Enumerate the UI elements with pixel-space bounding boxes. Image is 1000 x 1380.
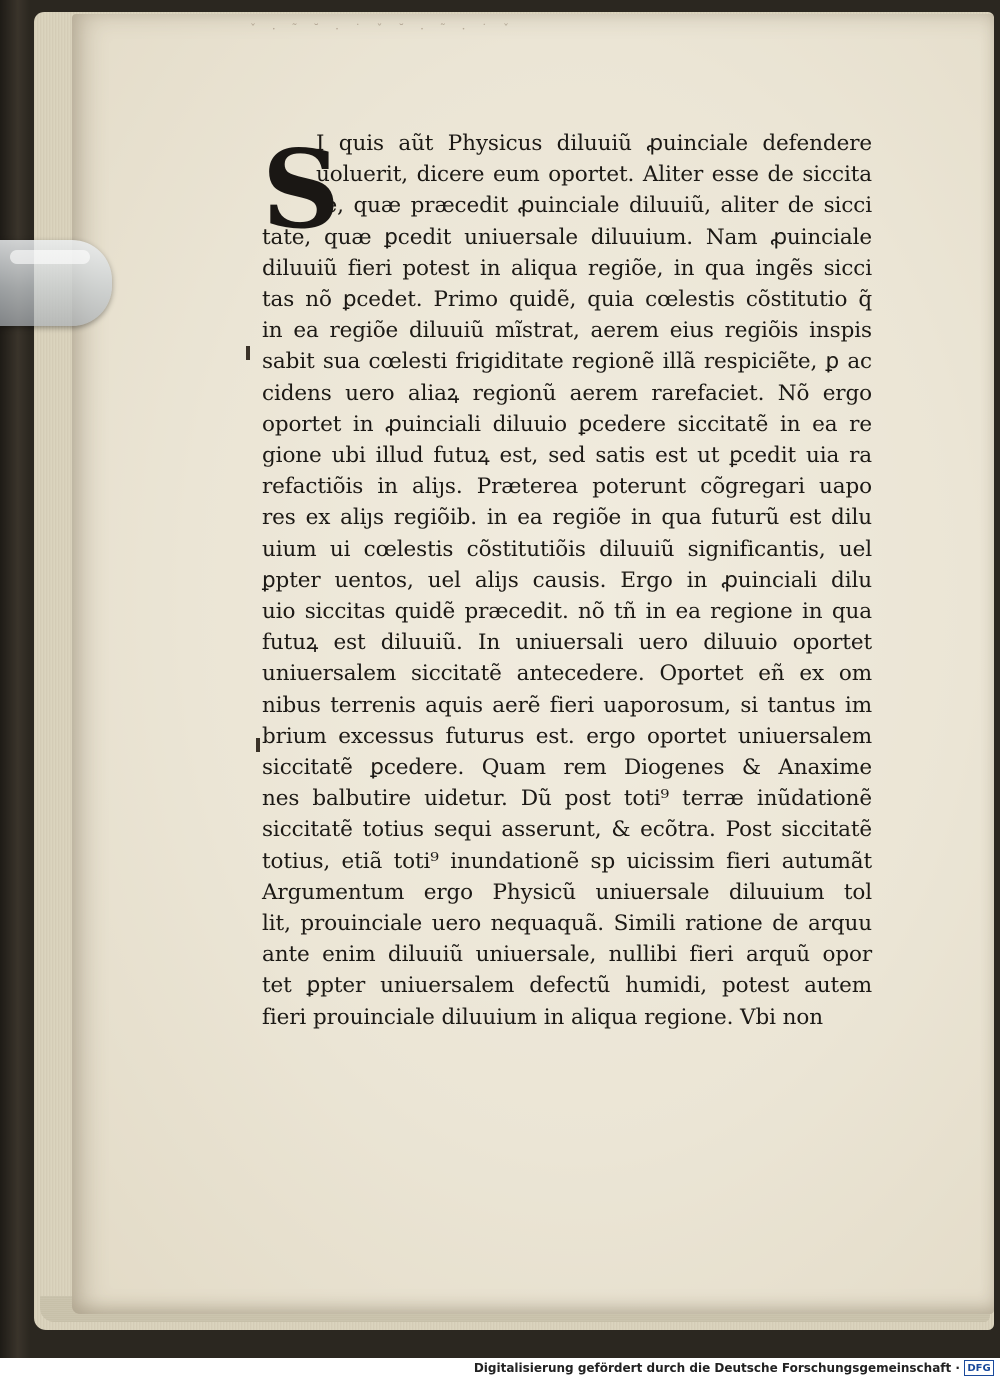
margin-mark <box>256 738 260 752</box>
text-line-27: ante enim diluuiũ uniuersale, nullibi fieri arquũ opor <box>262 942 872 968</box>
clip-shine <box>10 250 90 264</box>
text-line-22: nes balbutire uidetur. Dũ post toti⁹ terræ inũdationẽ <box>262 786 872 812</box>
text-line-25: Argumentum ergo Physicũ uniuersale diluuium tol <box>262 879 872 905</box>
drop-cap-initial: S <box>262 127 340 253</box>
text-line-7: in ea regiõe diluuiũ mĩstrat, aerem eius regiõis inspis <box>262 318 872 344</box>
text-line-15: ꝑpter uentos, uel aliȷs causis. Ergo in ꝓuinciali dilu <box>262 567 872 593</box>
text-line-2: uoluerit, dicere eum oportet. Aliter esse de siccita <box>316 162 872 188</box>
text-line-20: brium excessus futurus est. ergo oportet uniuersalem <box>262 723 872 749</box>
text-line-26: lit, prouinciale uero nequaquã. Simili ratione de arquu <box>262 911 872 937</box>
text-line-28: tet ꝑpter uniuersalem defectũ humidi, potest autem <box>262 973 872 999</box>
text-line-24: totius, etiã toti⁹ inundationẽ sp uicissim fieri autumãt <box>262 848 872 874</box>
text-line-17: futuꝝ est diluuiũ. In uniuersali uero diluuio oportet <box>262 630 872 656</box>
text-line-14: uium ui cœlestis cõstitutiõis diluuiũ significantis, uel <box>262 536 872 562</box>
digitization-footer <box>0 1358 1000 1380</box>
text-line-3: te, quæ præcedit ꝓuinciale diluuiũ, aliter de sicci <box>316 193 872 219</box>
text-line-8: sabit sua cœlesti frigiditate regionẽ illã respiciẽte, ꝑ ac <box>262 349 872 375</box>
text-line-18: uniuersalem siccitatẽ antecedere. Oportet eñ ex om <box>262 661 872 687</box>
text-line-9: cidens uero aliaꝝ regionũ aerem rarefaciet. Nõ ergo <box>262 380 872 406</box>
text-line-29: fieri prouinciale diluuium in aliqua regione. Vbi non <box>262 1004 823 1030</box>
text-line-23: siccitatẽ totius sequi asserunt, & ecõtra. Post siccitatẽ <box>262 817 872 843</box>
text-line-21: siccitatẽ ꝑcedere. Quam rem Diogenes & Anaxime <box>262 755 872 781</box>
text-line-19: nibus terrenis aquis aerẽ fieri uaporosum, si tantus im <box>262 692 872 718</box>
text-line-16: uio siccitas quidẽ præcedit. nõ tñ in ea regione in qua <box>262 599 872 625</box>
text-line-11: gione ubi illud futuꝝ est, sed satis est ut ꝑcedit uia ra <box>262 443 872 469</box>
text-line-6: tas nõ ꝑcedet. Primo quidẽ, quia cœlestis cõstitutio q̃ <box>262 287 872 313</box>
margin-mark <box>246 346 250 360</box>
funding-credit: Digitalisierung gefördert durch die Deutsche Forschungsgemeinschaft · <box>473 1361 960 1375</box>
text-line-1: I quis aũt Physicus diluuiũ ꝓuinciale defendere <box>316 131 872 156</box>
page-clip-holder <box>0 240 112 326</box>
text-line-10: oportet in ꝓuinciali diluuio ꝑcedere siccitatẽ in ea re <box>262 411 872 437</box>
dfg-logo: DFG <box>964 1360 994 1376</box>
printed-text-block <box>262 128 882 1033</box>
text-line-4: tate, quæ ꝑcedit uniuersale diluuium. Nam ꝓuinciale <box>262 224 872 250</box>
bleed-through-marks: ˇ · ˜ ˘ · ˙ ˇ ˘ · ˜ · ˙ ˇ <box>250 22 516 36</box>
text-line-13: res ex aliȷs regiõib. in ea regiõe in qua futurũ est dilu <box>262 505 872 531</box>
text-line-5: diluuiũ fieri potest in aliqua regiõe, in qua ingẽs sicci <box>262 255 872 281</box>
text-line-12: refactiõis in aliȷs. Præterea poterunt cõgregari uapo <box>262 474 872 500</box>
